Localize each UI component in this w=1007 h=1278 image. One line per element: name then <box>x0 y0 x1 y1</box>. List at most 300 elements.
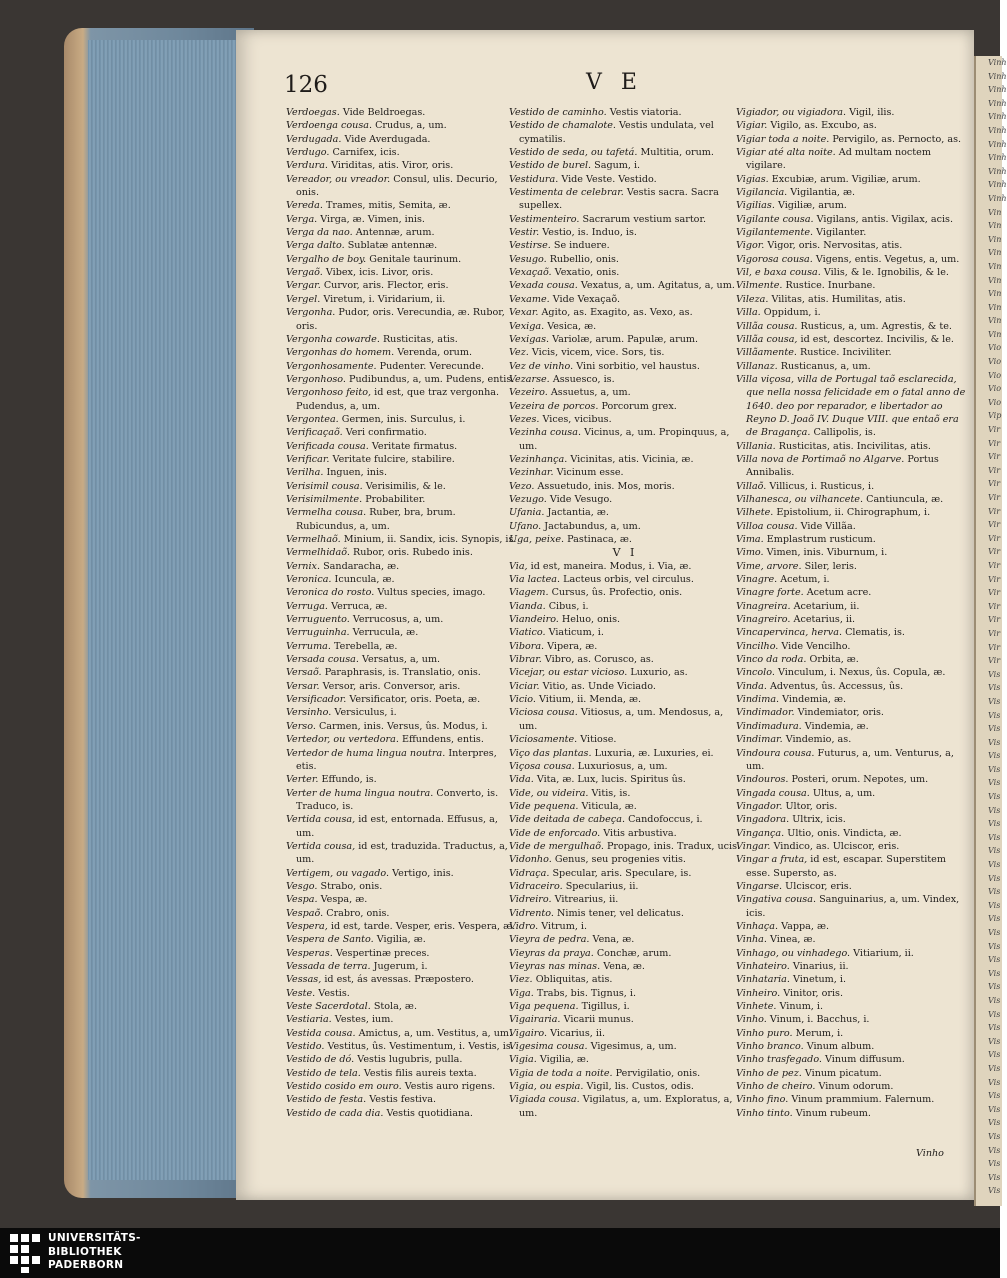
section-heading: V E <box>586 70 643 95</box>
entry-headword: Vezo. <box>509 480 535 492</box>
entry-definition: Minium, ii. Sandix, icis. Synopis, is. <box>343 534 517 545</box>
entry-definition: Sandaracha, æ. <box>323 560 400 572</box>
facing-page-fragment: Vir <box>988 438 1001 448</box>
dictionary-entry <box>509 239 741 252</box>
entry-definition: Vena, æ. <box>603 961 645 972</box>
facing-page-fragment: Vin <box>988 248 1002 258</box>
facing-page-fragment: Vinh <box>988 85 1007 95</box>
entry-headword: Vidonho. <box>509 854 552 866</box>
dictionary-entry <box>286 506 518 533</box>
logo-line: PADERBORN <box>48 1259 124 1272</box>
facing-page-fragment: Vinh <box>988 166 1007 176</box>
facing-page-fragment: Vis <box>988 1063 1001 1073</box>
entry-headword: Vereador, ou vreador. <box>286 173 391 185</box>
entry-headword: Vestido de tela. <box>286 1067 361 1079</box>
dictionary-entry <box>736 493 968 506</box>
entry-definition: Pudenter. Verecunde. <box>379 360 484 372</box>
entry-definition: Rustice. Inciviliter. <box>800 347 892 359</box>
entry-definition: Effundens, entis. <box>401 734 484 746</box>
entry-definition: Vitio, as. Unde Viciado. <box>542 680 656 692</box>
entry-headword: Vezeira de porcos. <box>509 400 599 412</box>
entry-headword: Vezinhança. <box>509 453 568 465</box>
entry-definition: Virga, æ. Vimen, inis. <box>320 213 425 225</box>
entry-headword: Vigias. <box>736 173 769 185</box>
entry-definition: Vespertinæ preces. <box>335 947 430 959</box>
entry-headword: Vezes. <box>509 413 540 425</box>
dictionary-entry <box>736 1080 968 1093</box>
entry-headword: Vespera de Santo. <box>286 934 374 946</box>
entry-headword: Vigiar. <box>736 120 768 132</box>
dictionary-entry <box>286 973 518 986</box>
facing-page-fragment: Vir <box>988 656 1001 666</box>
entry-definition: Effundo, is. <box>321 774 377 786</box>
dictionary-entry <box>286 907 518 920</box>
entry-headword: Vespa. <box>286 894 318 906</box>
dictionary-entry <box>509 600 741 613</box>
facing-page-fragment: Vinh <box>988 112 1007 122</box>
entry-definition: Rustice. Inurbane. <box>785 280 876 292</box>
entry-definition: Vitiarium, ii. <box>853 947 914 959</box>
dictionary-entry <box>509 173 741 186</box>
entry-definition: Viriditas, atis. Viror, oris. <box>331 160 454 172</box>
dictionary-entry <box>286 333 518 346</box>
entry-definition: Portus Annibalis. <box>746 453 939 479</box>
entry-definition: Oppidum, i. <box>763 307 821 319</box>
entry-definition: Futurus, a, um. Venturus, a, um. <box>746 747 954 772</box>
dictionary-entry <box>286 560 518 573</box>
dictionary-entry <box>736 706 968 719</box>
dictionary-entry <box>509 1080 741 1093</box>
dictionary-entry <box>286 306 518 333</box>
entry-headword: Viga pequena. <box>509 1001 579 1013</box>
dictionary-entry <box>736 293 968 306</box>
entry-definition: Stola, æ. <box>373 1001 418 1013</box>
entry-headword: Vide deitada de cabeça. <box>509 814 625 826</box>
entry-headword: Vestimenta de celebrar. <box>509 187 624 199</box>
dictionary-entry <box>286 1040 518 1053</box>
facing-page-fragment: Vio <box>988 370 1002 380</box>
dictionary-entry <box>286 1067 518 1080</box>
entry-headword: Vestimenteiro. <box>509 213 580 225</box>
facing-page-fragment: Vis <box>988 805 1001 815</box>
dictionary-entry <box>286 947 518 960</box>
facing-page-fragment: Vio <box>988 384 1002 394</box>
entry-headword: Viandeiro. <box>509 614 559 626</box>
facing-page-fragment: Vis <box>988 1159 1001 1169</box>
entry-headword: Vindimador. <box>736 707 795 719</box>
entry-definition: Vilis, & le. Ignobilis, & le. <box>823 267 949 279</box>
entry-headword: Vidraça. <box>509 867 550 879</box>
dictionary-entry <box>286 173 518 200</box>
entry-definition: Multitia, orum. <box>640 147 714 159</box>
facing-page-fragment: Vir <box>988 425 1001 435</box>
facing-page-fragment: Vin <box>988 302 1002 312</box>
dictionary-entry <box>286 493 518 506</box>
entry-definition: Vinea, æ. <box>770 934 816 946</box>
entry-headword: Vinhataria. <box>736 974 790 986</box>
facing-page-fragment: Vin <box>988 207 1002 217</box>
entry-headword: Verisimil cousa. <box>286 480 363 492</box>
entry-headword: Vinho de cheiro. <box>736 1081 816 1093</box>
entry-headword: Vindimar. <box>736 734 783 746</box>
entry-definition: Vitis, is. <box>591 787 631 799</box>
facing-page-fragment: Vis <box>988 751 1001 761</box>
entry-headword: Vilhete. <box>736 507 774 519</box>
facing-page-fragment: Vis <box>988 1118 1001 1128</box>
entry-definition: Genitale taurinum. <box>369 253 462 265</box>
entry-definition: Rusticitas, atis. <box>382 333 458 345</box>
entry-headword: Verruguento. <box>286 614 350 626</box>
entry-headword: Verga da nao. <box>286 227 353 239</box>
dictionary-entry <box>509 640 741 653</box>
entry-definition: Vicinum esse. <box>556 467 624 479</box>
entry-definition: Vicinus, a, um. Propinquus, a, um. <box>519 427 730 452</box>
dictionary-entry <box>509 373 741 386</box>
dictionary-entry <box>736 279 968 292</box>
dictionary-entry <box>736 320 968 333</box>
entry-headword: Vilmente. <box>736 280 783 292</box>
entry-definition: Vinum diffusum. <box>825 1054 905 1066</box>
facing-page-fragment: Vir <box>988 452 1001 462</box>
entry-definition: Vicinitas, atis. Vicinia, æ. <box>570 453 694 465</box>
entry-definition: Excubiæ, arum. Vigiliæ, arum. <box>771 173 921 185</box>
entry-headword: Vergalho de boy. <box>286 253 367 265</box>
dictionary-entry <box>509 853 741 866</box>
entry-definition: Vexatus, a, um. Agitatus, a, um. <box>580 280 735 292</box>
facing-page-fragment: Vinh <box>988 71 1007 81</box>
entry-definition: Lacteus orbis, vel circulus. <box>563 574 694 586</box>
entry-definition: Converto, is. Traduco, is. <box>296 787 499 812</box>
entry-headword: Vidro. <box>509 920 539 932</box>
entry-definition: Sublatæ antennæ. <box>347 240 438 252</box>
entry-definition: Cantiuncula, æ. <box>866 493 944 505</box>
entry-definition: Vigil, ilis. <box>849 107 895 118</box>
entry-headword: Verdugada. <box>286 133 342 145</box>
facing-page-fragment: Vio <box>988 357 1002 367</box>
entry-definition: Curvor, aris. Flector, eris. <box>323 280 449 292</box>
dictionary-entry <box>286 1093 518 1106</box>
entry-definition: Ultrix, icis. <box>792 814 846 826</box>
entry-headword: Viciosamente. <box>509 734 578 746</box>
entry-definition: Vesica, æ. <box>547 320 597 332</box>
entry-headword: Vingar a fruta, <box>736 854 808 866</box>
dictionary-entry <box>286 360 518 373</box>
dictionary-entry <box>736 600 968 613</box>
facing-page-fragment: Vis <box>988 914 1001 924</box>
entry-headword: Vilhanesca, ou vilhancete. <box>736 493 864 505</box>
entry-headword: Vincolo. <box>736 667 775 679</box>
entry-headword: Vime, arvore. <box>736 560 802 572</box>
entry-headword: Vinho. <box>736 1014 767 1026</box>
facing-page-fragment: Vir <box>988 588 1001 598</box>
entry-headword: Villania. <box>736 440 776 452</box>
dictionary-entry <box>509 653 741 666</box>
dictionary-entry <box>286 386 518 413</box>
entry-definition: Pudibundus, a, um. Pudens, entis. <box>349 373 515 385</box>
entry-headword: Via lactea. <box>509 574 561 586</box>
entry-definition: Pudor, oris. Verecundia, æ. Rubor, oris. <box>296 307 505 332</box>
entry-headword: Vermelha cousa. <box>286 507 367 519</box>
entry-definition: Vestis auro rigens. <box>404 1081 496 1093</box>
entry-headword: Viciosa cousa. <box>509 707 578 719</box>
entry-definition: Trames, mitis, Semita, æ. <box>325 200 451 212</box>
entry-definition: Vena, æ. <box>592 934 635 946</box>
entry-definition: Vinitor, oris. <box>783 987 843 999</box>
entry-headword: Vergonhoso feito, <box>286 387 372 399</box>
entry-definition: Ultus, a, um. <box>812 787 876 799</box>
entry-definition: Pervigilatio, onis. <box>615 1067 701 1079</box>
column-1 <box>286 106 518 1120</box>
dictionary-entry <box>286 106 518 119</box>
dictionary-entry <box>286 747 518 774</box>
dictionary-entry <box>736 787 968 800</box>
entry-definition: Crudus, a, um. <box>375 120 447 132</box>
facing-page-fragment: Vin <box>988 275 1002 285</box>
facing-page-fragment: Vis <box>988 737 1001 747</box>
dictionary-entry <box>286 720 518 733</box>
entry-definition: Vestis undulata, vel cymatilis. <box>519 120 714 145</box>
entry-definition: Vices, vicibus. <box>542 413 612 425</box>
dictionary-entry <box>509 893 741 906</box>
facing-page-fragment: Vinh <box>988 180 1007 190</box>
dictionary-entry <box>736 947 968 960</box>
entry-headword: Vigorosa cousa. <box>736 253 813 265</box>
facing-page-fragment: Vis <box>988 928 1001 937</box>
dictionary-entry <box>509 1040 741 1053</box>
dictionary-entry <box>736 1013 968 1026</box>
facing-page-fragment: Vir <box>988 479 1001 489</box>
entry-definition: Jactantia, æ. <box>547 507 609 519</box>
dictionary-entry <box>509 813 741 826</box>
dictionary-entry <box>736 533 968 546</box>
dictionary-entry <box>736 987 968 1000</box>
entry-headword: Vingada cousa. <box>736 787 810 799</box>
entry-definition: Pervigilo, as. Pernocto, as. <box>832 133 962 145</box>
entry-definition: Vide Veste. Vestido. <box>561 173 657 185</box>
entry-definition: Vestis quotidiana. <box>386 1107 473 1119</box>
dictionary-entry <box>286 533 518 546</box>
entry-headword: Vingadora. <box>736 814 790 826</box>
entry-definition: Pastinaca, æ. <box>567 534 632 545</box>
entry-headword: Vidrento. <box>509 907 554 919</box>
dictionary-entry <box>286 146 518 159</box>
entry-definition: Carmen, inis. Versus, ûs. Modus, i. <box>318 720 488 732</box>
entry-definition: Vestis sacra. Sacra supellex. <box>519 187 719 212</box>
entry-headword: Vergel. <box>286 293 321 305</box>
entry-definition: Vigilia, æ. <box>376 934 426 946</box>
entry-definition: Vigens, entis. Vegetus, a, um. <box>815 253 960 265</box>
facing-page-fragment: Vis <box>988 1023 1001 1033</box>
dictionary-entry <box>509 1053 741 1066</box>
facing-page-fragment: Vis <box>988 1050 1001 1060</box>
dictionary-entry <box>736 480 968 493</box>
entry-definition: Obliquitas, atis. <box>535 974 613 986</box>
page-number: 126 <box>284 72 328 98</box>
entry-definition: Consul, ulis. Decurio, onis. <box>296 173 498 199</box>
entry-headword: Verdoenga cousa. <box>286 120 373 132</box>
dictionary-entry <box>736 1053 968 1066</box>
facing-page-fragment: Vir <box>988 520 1001 530</box>
entry-headword: Verter. <box>286 774 319 786</box>
dictionary-entry <box>286 373 518 386</box>
entry-definition: Vindemia, æ. <box>804 720 869 732</box>
dictionary-entry <box>286 813 518 840</box>
dictionary-entry <box>286 413 518 426</box>
entry-definition: Rusticitas, atis. Incivilitas, atis. <box>778 440 931 452</box>
entry-definition: Viretum, i. Viridarium, ii. <box>323 293 446 305</box>
entry-headword: Veste Sacerdotal. <box>286 1001 371 1013</box>
column-2 <box>509 106 741 1120</box>
entry-headword: Vinho trasfegado. <box>736 1054 822 1066</box>
dictionary-entry <box>736 346 968 359</box>
dictionary-entry <box>509 907 741 920</box>
dictionary-entry <box>509 346 741 359</box>
dictionary-entry <box>509 840 741 853</box>
dictionary-entry <box>286 960 518 973</box>
dictionary-entry <box>736 546 968 559</box>
entry-headword: Vicejar, ou estar vicioso. <box>509 667 628 679</box>
facing-page-fragment: Vis <box>988 1077 1001 1087</box>
facing-page-fragment: Vir <box>988 628 1001 638</box>
dictionary-entry <box>736 573 968 586</box>
logo-line: UNIVERSITÄTS- <box>48 1232 141 1244</box>
dictionary-entry <box>509 867 741 880</box>
entry-definition: Veritate firmatus. <box>371 440 458 452</box>
facing-page-fragment: Vis <box>988 710 1001 720</box>
dictionary-entry <box>736 253 968 266</box>
entry-headword: Vergonha cowarde. <box>286 333 380 345</box>
facing-page-fragment: Vin <box>988 289 1002 299</box>
entry-headword: Vereda. <box>286 200 323 212</box>
entry-definition: id est, traduzida. Traductus, a, um. <box>296 840 508 866</box>
dictionary-entry <box>509 733 741 746</box>
dictionary-entry <box>286 733 518 746</box>
entry-headword: Vergontea. <box>286 413 339 425</box>
entry-definition: Vide Vesugo. <box>549 493 613 505</box>
dictionary-entry <box>286 159 518 172</box>
dictionary-entry <box>736 853 968 880</box>
entry-headword: Vestido de cada dia. <box>286 1107 384 1119</box>
entry-definition: Probabiliter. <box>365 493 426 505</box>
entry-definition: Vide Vexaçaõ. <box>552 293 621 305</box>
entry-headword: Vide, ou videira. <box>509 787 589 799</box>
dictionary-entry <box>509 960 741 973</box>
entry-definition: Vinum picatum. <box>804 1067 882 1079</box>
entry-definition: Vigesimus, a, um. <box>590 1041 677 1053</box>
entry-definition: id est, ás avessas. Præpostero. <box>324 974 474 986</box>
dictionary-entry <box>736 199 968 212</box>
entry-headword: Vezinha cousa. <box>509 427 581 439</box>
entry-headword: Vezarse. <box>509 373 550 385</box>
dictionary-entry <box>286 426 518 439</box>
entry-headword: Vingar. <box>736 840 771 852</box>
entry-definition: Veri confirmatio. <box>345 427 427 439</box>
entry-headword: Vinho puro. <box>736 1027 793 1039</box>
dictionary-entry <box>736 813 968 826</box>
entry-headword: Vindouros. <box>736 774 789 786</box>
entry-definition: Verenda, orum. <box>397 347 473 359</box>
entry-headword: Vespera, <box>286 920 328 932</box>
entry-definition: Versificator, oris. Poeta, æ. <box>349 694 481 706</box>
entry-definition: id est, maneira. Modus, i. Via, æ. <box>530 560 692 572</box>
entry-definition: Propago, inis. Tradux, ucis. <box>606 840 741 852</box>
entry-headword: Vibrar. <box>509 654 542 666</box>
entry-headword: Vernix. <box>286 560 321 572</box>
entry-headword: Vinhago, ou vinhadego. <box>736 947 851 959</box>
entry-headword: Vesperas. <box>286 947 333 959</box>
entry-headword: Vinho tinto. <box>736 1107 793 1119</box>
dictionary-entry <box>736 1000 968 1013</box>
dictionary-entry <box>509 747 741 760</box>
facing-page-fragment: Vis <box>988 778 1001 788</box>
entry-definition: Vindemio, as. <box>785 734 852 746</box>
facing-page-fragment: Vis <box>988 900 1001 910</box>
facing-page-fragment: Vin <box>988 261 1002 271</box>
page-block-edge <box>88 40 236 1180</box>
entry-definition: Jactabundus, a, um. <box>544 520 641 532</box>
entry-headword: Vinagreiro. <box>736 614 791 626</box>
dictionary-entry <box>509 1027 741 1040</box>
dictionary-entry <box>736 186 968 199</box>
entry-definition: Vindemiator, oris. <box>797 707 884 719</box>
entry-headword: Vinho branco. <box>736 1041 804 1053</box>
entry-definition: Vitiosus, a, um. Mendosus, a, um. <box>519 707 724 732</box>
facing-page-fragment: Vis <box>988 982 1001 992</box>
entry-definition: Paraphrasis, is. Translatio, onis. <box>324 667 481 679</box>
entry-definition: Vigilo, as. Excubo, as. <box>770 120 877 132</box>
entry-headword: Versaõ. <box>286 667 322 679</box>
entry-definition: Vigilanter. <box>816 227 867 239</box>
entry-headword: Villa viçosa, villa de Portugal taõ esclarecida, que nella nossa felicidade em o fatal anno de 1640. deo por reparador, e libertador ao Reyno D. Joaõ IV. Duque VIII. que entaõ era de Bragança. <box>736 373 966 439</box>
facing-page-fragment: Vis <box>988 1186 1001 1196</box>
entry-definition: Carnifex, icis. <box>332 147 400 159</box>
entry-definition: Antennæ, arum. <box>355 227 435 239</box>
facing-page-fragment: Vis <box>988 1036 1001 1046</box>
dictionary-entry <box>736 640 968 653</box>
entry-headword: Viatico. <box>509 627 546 639</box>
entry-definition: Cibus, i. <box>548 600 589 612</box>
entry-definition: Viaticum, i. <box>548 627 604 639</box>
entry-definition: Vexatio, onis. <box>554 267 620 279</box>
dictionary-entry <box>286 867 518 880</box>
entry-headword: Verruma. <box>286 640 331 652</box>
entry-headword: Verificar. <box>286 453 330 465</box>
dictionary-entry <box>509 159 741 172</box>
facing-page-fragment: Vis <box>988 968 1001 978</box>
facing-page-fragment: Vip <box>988 411 1002 421</box>
facing-page-fragment: Vis <box>988 1104 1001 1114</box>
entry-definition: Conchæ, arum. <box>596 947 672 959</box>
dictionary-entry <box>736 733 968 746</box>
entry-definition: Vestio, is. Induo, is. <box>542 227 637 239</box>
facing-page-fragment: Vin <box>988 221 1002 231</box>
entry-definition: Verrucula, æ. <box>352 627 419 639</box>
dictionary-entry <box>736 586 968 599</box>
entry-definition: Vibro, as. Corusco, as. <box>544 654 654 666</box>
dictionary-entry <box>509 466 741 479</box>
entry-headword: Vergonhosamente. <box>286 360 377 372</box>
entry-definition: Clematis, is. <box>845 627 905 639</box>
dictionary-entry <box>736 106 968 119</box>
entry-definition: Luxuria, æ. Luxuries, ei. <box>594 747 714 759</box>
entry-headword: Vesgo. <box>286 880 318 892</box>
dictionary-entry <box>286 1053 518 1066</box>
entry-definition: Vestis festiva. <box>369 1094 437 1106</box>
dictionary-entry <box>509 520 741 533</box>
facing-page-edge <box>974 56 1007 1206</box>
dictionary-entry <box>286 133 518 146</box>
dictionary-entry <box>286 933 518 946</box>
